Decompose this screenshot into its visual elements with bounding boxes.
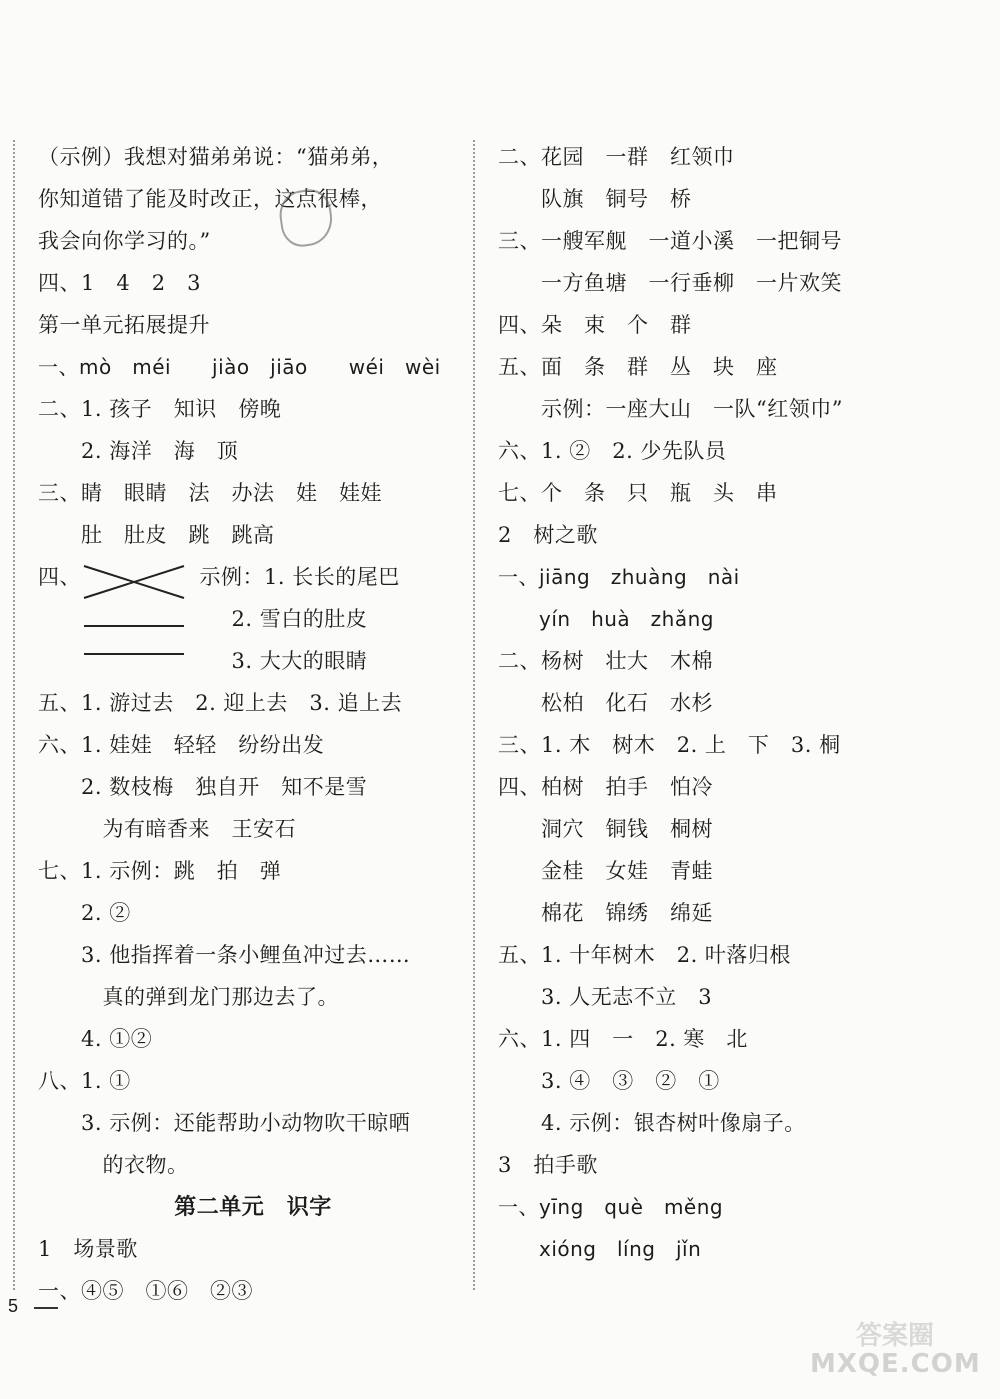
left-margin-divider: [13, 140, 15, 1290]
answer-line: 棉花 锦绣 绵延: [498, 901, 713, 925]
section-heading: 第一单元拓展提升: [38, 313, 210, 337]
page-number: 5: [8, 1296, 19, 1316]
answer-line: 七、1. 示例：跳 拍 弹: [38, 859, 282, 883]
answer-line: 八、1. ①: [38, 1069, 131, 1093]
answer-line: 二、杨树 壮大 木棉: [498, 649, 713, 673]
answer-line: 3. 大大的眼睛: [38, 649, 368, 673]
watermark-url: MXQE.COM: [810, 1349, 981, 1379]
right-column: [498, 136, 968, 1270]
answer-line: 为有暗香来 王安石: [38, 817, 296, 841]
lesson-heading: 3 拍手歌: [498, 1153, 598, 1177]
answer-line: 2. ②: [38, 901, 131, 925]
left-column: [38, 136, 468, 1312]
answer-line: 3. 他指挥着一条小鲤鱼冲过去……: [38, 943, 411, 967]
answer-line: 4. ①②: [38, 1027, 153, 1051]
answer-line: 的衣物。: [38, 1153, 189, 1177]
answer-line: 四、朵 束 个 群: [498, 313, 692, 337]
answer-line: 七、个 条 只 瓶 头 串: [498, 481, 778, 505]
answer-line: 一、mò méi jiào jiāo wéi wèi: [38, 355, 441, 379]
unit-title: 第二单元 识字: [174, 1194, 332, 1220]
answer-line: yín huà zhǎng: [498, 607, 714, 631]
answer-line: 六、1. 娃娃 轻轻 纷纷出发: [38, 733, 325, 757]
answer-line: 2. 海洋 海 顶: [38, 439, 239, 463]
answer-line: 二、花园 一群 红领巾: [498, 145, 735, 169]
answer-line: 六、1. ② 2. 少先队员: [498, 439, 727, 463]
matching-lines-diagram: [80, 556, 190, 666]
answer-line: 五、面 条 群 丛 块 座: [498, 355, 778, 379]
answer-line: 三、一艘军舰 一道小溪 一把铜号: [498, 229, 842, 253]
answer-line: 五、1. 游过去 2. 迎上去 3. 追上去: [38, 691, 403, 715]
answer-line: 2. 雪白的肚皮: [38, 607, 368, 631]
answer-line: 队旗 铜号 桥: [498, 187, 692, 211]
answer-line: 你知道错了能及时改正，这点很棒，: [38, 187, 382, 211]
answer-line: 一方鱼塘 一行垂柳 一片欢笑: [498, 271, 842, 295]
answer-line: 一、jiāng zhuàng nài: [498, 565, 740, 589]
answer-line: 洞穴 铜钱 桐树: [498, 817, 713, 841]
watermark-cn: 答案圈: [855, 1321, 934, 1351]
page-number-dash: [34, 1307, 58, 1309]
answer-line: 示例：一座大山 一队“红领巾”: [498, 397, 843, 421]
lesson-heading: 2 树之歌: [498, 523, 598, 547]
answer-line: 我会向你学习的。”: [38, 229, 211, 253]
watermark-logo: [810, 1315, 980, 1379]
answer-line: 3. ④ ③ ② ①: [498, 1069, 720, 1093]
answer-line: 三、1. 木 树木 2. 上 下 3. 桐: [498, 733, 841, 757]
answer-line: 五、1. 十年树木 2. 叶落归根: [498, 943, 791, 967]
answer-line: 六、1. 四 一 2. 寒 北: [498, 1027, 748, 1051]
answer-line: 3. 示例：还能帮助小动物吹干晾晒: [38, 1111, 411, 1135]
answer-line: 一、④⑤ ①⑥ ②③: [38, 1279, 253, 1303]
answer-line: 3. 人无志不立 3: [498, 985, 713, 1009]
answer-line: 三、睛 眼睛 法 办法 娃 娃娃: [38, 481, 382, 505]
answer-line: 四、1 4 2 3: [38, 271, 201, 295]
answer-line: xióng líng jǐn: [498, 1237, 702, 1261]
column-divider: [473, 140, 475, 1290]
answer-line: 四、柏树 拍手 怕冷: [498, 775, 713, 799]
answer-line: 2. 数枝梅 独自开 知不是雪: [38, 775, 368, 799]
answer-line: 4. 示例：银杏树叶像扇子。: [498, 1111, 806, 1135]
answer-line: 一、yīng què měng: [498, 1195, 724, 1219]
answer-line: 四、 示例：1. 长长的尾巴: [38, 565, 400, 589]
lesson-heading: 1 场景歌: [38, 1237, 138, 1261]
answer-line: 金桂 女娃 青蛙: [498, 859, 713, 883]
answer-line: 肚 肚皮 跳 跳高: [38, 523, 275, 547]
answer-line: 二、1. 孩子 知识 傍晚: [38, 397, 282, 421]
answer-line: （示例）我想对猫弟弟说：“猫弟弟，: [38, 145, 394, 169]
answer-line: 真的弹到龙门那边去了。: [38, 985, 339, 1009]
answer-line: 松柏 化石 水杉: [498, 691, 713, 715]
